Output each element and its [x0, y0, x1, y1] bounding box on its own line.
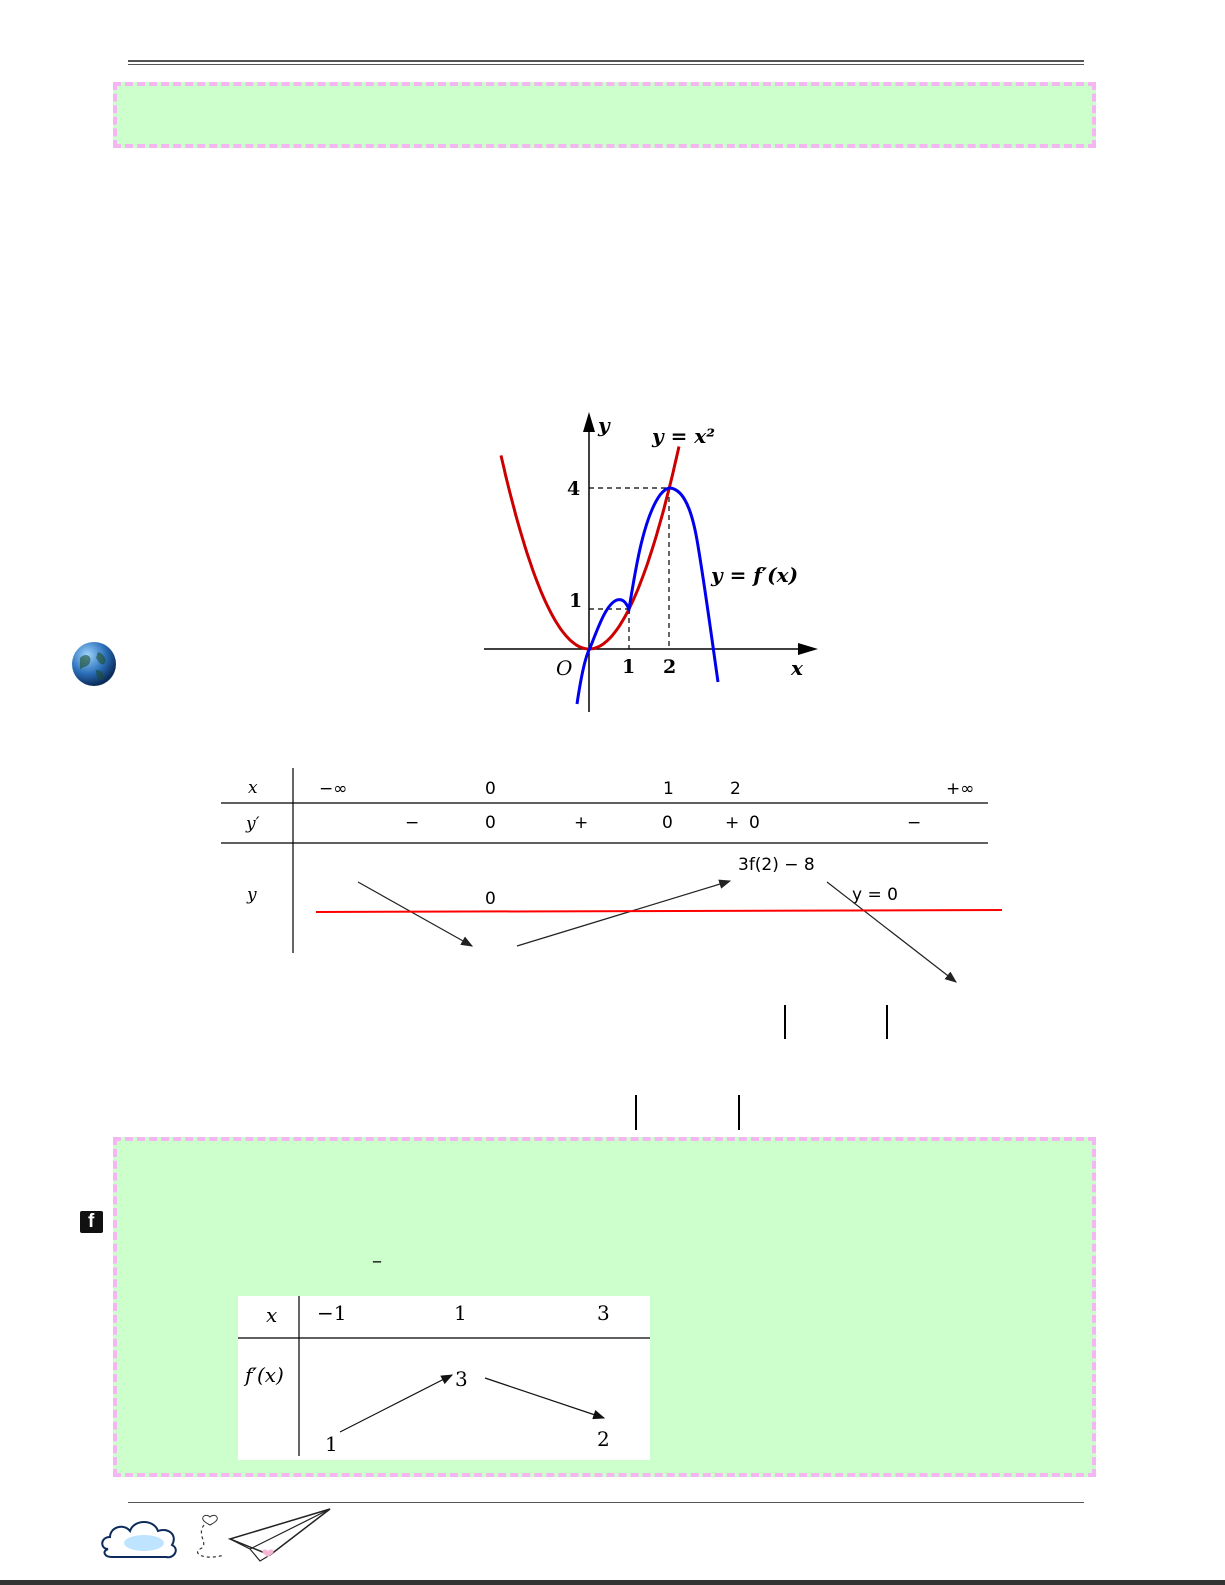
small-x-value: 1	[454, 1301, 467, 1325]
small-f-value: 1	[325, 1432, 338, 1456]
parabola-label: y = x²	[652, 424, 715, 448]
x-value: 1	[663, 779, 674, 799]
box-dash: –	[372, 1248, 382, 1272]
dotted-trail	[197, 1525, 224, 1557]
small-f-value: 2	[597, 1427, 610, 1451]
small-x-value: 3	[597, 1301, 610, 1325]
small-row-label-x: x	[266, 1303, 278, 1327]
small-f-value: 3	[455, 1367, 468, 1391]
sign-value: +	[725, 813, 740, 833]
tick-label-y1: 1	[569, 590, 583, 612]
derivative-curve	[577, 488, 718, 704]
tick-label-x2: 2	[663, 656, 677, 678]
abs-bar	[886, 1005, 888, 1039]
sign-value: 0	[749, 813, 760, 833]
x-value: +∞	[946, 779, 975, 799]
x-value: 0	[485, 779, 496, 799]
abs-bar	[738, 1095, 740, 1130]
tick-label-y4: 4	[567, 478, 581, 500]
function-graph	[470, 405, 830, 720]
facebook-icon[interactable]: f	[80, 1211, 103, 1233]
horizontal-line-y0	[316, 910, 1002, 912]
page-bottom-edge	[0, 1580, 1225, 1585]
variation-arrow-up	[517, 881, 730, 946]
top-highlight-box	[113, 82, 1096, 148]
small-x-value: −1	[317, 1301, 347, 1325]
y-axis-arrow	[583, 412, 595, 432]
variation-arrow-down-1	[358, 882, 472, 946]
variation-table	[215, 765, 1015, 990]
sign-value: +	[574, 813, 589, 833]
small-arrow-up	[340, 1375, 452, 1432]
line-label: y = 0	[852, 885, 898, 905]
x-value: 2	[730, 779, 741, 799]
cloud-icon	[102, 1522, 176, 1557]
x-axis-label: x	[791, 656, 803, 680]
derivative-table	[238, 1296, 650, 1460]
tick-label-x1: 1	[622, 656, 636, 678]
x-value: −∞	[319, 779, 348, 799]
derivative-label: y = f′(x)	[711, 563, 799, 587]
small-arrow-down	[485, 1378, 604, 1418]
sign-value: −	[405, 813, 420, 833]
y-axis-label: y	[598, 413, 610, 437]
abs-bar	[784, 1005, 786, 1039]
sign-value: 0	[662, 813, 673, 833]
globe-icon	[70, 640, 118, 688]
y-value-zero: 0	[485, 889, 496, 909]
paper-plane-icon	[230, 1509, 330, 1561]
sign-value: 0	[485, 813, 496, 833]
origin-label: O	[556, 656, 573, 680]
abs-bar	[635, 1095, 637, 1130]
x-axis-arrow	[798, 643, 818, 655]
header-rule	[128, 60, 1084, 62]
sign-value: −	[907, 813, 922, 833]
small-row-label-f: f′(x)	[245, 1363, 284, 1387]
row-label-x: x	[248, 778, 258, 798]
footer-rule	[128, 1502, 1084, 1503]
parabola-curve	[501, 447, 679, 650]
row-label-y: y	[247, 885, 257, 905]
row-label-yprime: y′	[246, 814, 260, 834]
y-value-max: 3f(2) − 8	[738, 855, 815, 875]
footer-decoration	[100, 1505, 335, 1565]
header-rule-thin	[128, 64, 1084, 65]
